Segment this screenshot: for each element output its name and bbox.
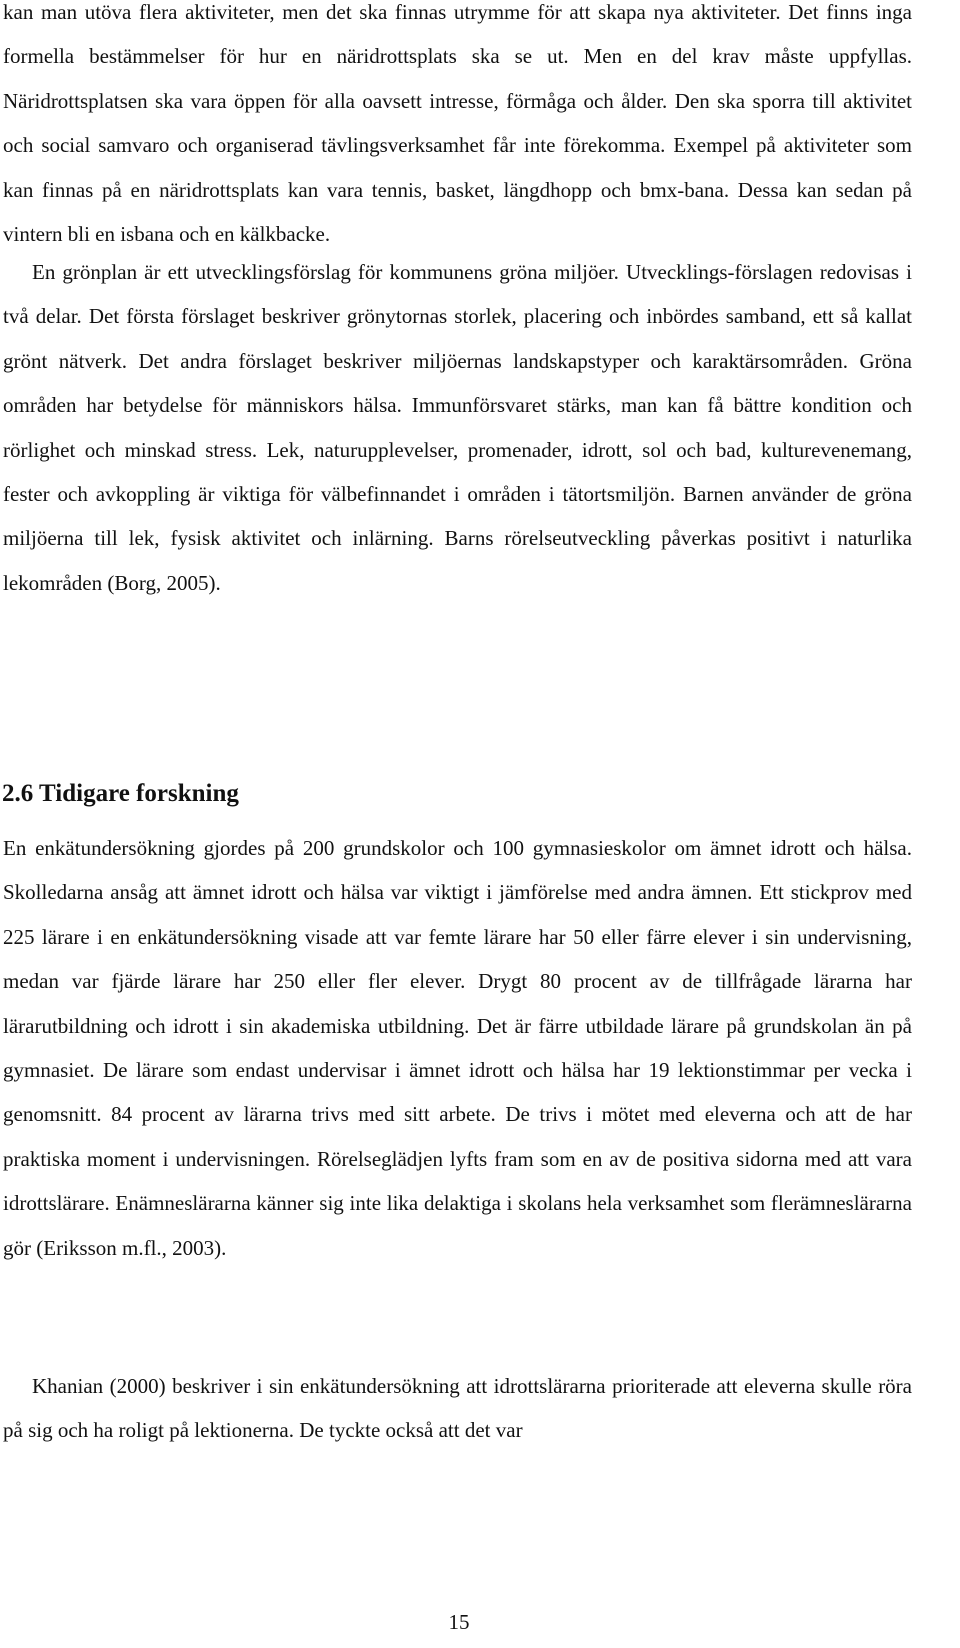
section-heading: 2.6 Tidigare forskning — [2, 780, 239, 807]
body-paragraph-2: En grönplan är ett utvecklingsförslag för kommunens gröna miljöer. Utvecklings-förslagen redovisas i två delar. Det första förslaget beskriver grönytornas storlek, placering och inbördes samband, ett så kallat grönt nätverk. Det andra förslaget beskriver miljöernas landskapstyper och karaktärsområden. Gröna områden har betydelse för människors hälsa. Immunförsvaret stärks, man kan få bättre kondition och rörlighet och minskad stress. Lek, naturupplevelser, promenader, idrott, sol och bad, kulturevenemang, fester och avkoppling är viktiga för välbefinnandet i områden i tätortsmiljön. Barnen använder de gröna miljöerna till lek, fysisk aktivitet och inlärning. Barns rörelseutveckling påverkas positivt i naturlika lekområden (Borg, 2005). — [3, 260, 912, 595]
page-number: 15 — [448, 1610, 470, 1634]
body-paragraph-3: En enkätundersökning gjordes på 200 grundskolor och 100 gymnasieskolor om ämnet idrott och hälsa. Skolledarna ansåg att ämnet idrott och hälsa var viktigt i jämförelse med andra ämnen. Ett stickprov med 225 lärare i en enkätundersökning visade att var femte lärare har 50 eller färre elever i sin undervisning, medan var fjärde lärare har 250 eller fler elever. Drygt 80 procent av de tillfrågade lärarna har lärarutbildning och idrott i sin akademiska utbildning. Det är färre utbildade lärare på grundskolan än på gymnasiet. De lärare som endast undervisar i ämnet idrott och hälsa har 19 lektionstimmar per vecka i genomsnitt. 84 procent av lärarna trivs med sitt arbete. De trivs i mötet med eleverna och att de har praktiska moment i undervisningen. Rörelseglädjen lyfts fram som en av de positiva sidorna med att vara idrottslärare. Enämneslärarna känner sig inte lika delaktiga i skolans hela verksamhet som flerämneslärarna gör (Eriksson m.fl., 2003). — [3, 836, 912, 1260]
body-paragraph-1: kan man utöva flera aktiviteter, men det ska finnas utrymme för att skapa nya aktiviteter. Det finns inga formella bestämmelser för hur en näridrottsplats ska se ut. Men en del krav måste uppfyllas. Näridrottsplatsen ska vara öppen för alla oavsett intresse, förmåga och ålder. Den ska sporra till aktivitet och social samvaro och organiserad tävlingsverksamhet får inte förekomma. Exempel på aktiviteter som kan finnas på en näridrottsplats kan vara tennis, basket, längdhopp och bmx-bana. Dessa kan sedan på vintern bli en isbana och en kälkbacke. — [3, 0, 912, 247]
body-paragraph-4: Khanian (2000) beskriver i sin enkätundersökning att idrottslärarna prioriterade att eleverna skulle röra på sig och ha roligt på lektionerna. De tyckte också att det var — [3, 1374, 912, 1443]
